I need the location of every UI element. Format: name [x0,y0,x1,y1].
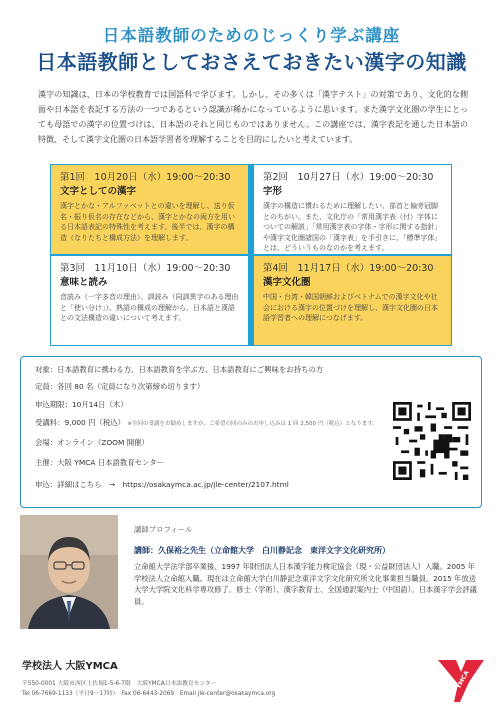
qr-code[interactable] [393,402,471,480]
session-1 [51,165,248,254]
speaker-name: 講師：久保裕之先生（立命館大学 白川静記念 東洋文字文化研究所） [134,546,390,555]
session-title: 文字としての漢字 [60,186,137,197]
session-date: 第2回 10月27日（水）19:00～20:30 [263,172,434,183]
speaker-photo [20,515,118,629]
info-box [20,356,482,508]
subtitle: 日本語教師のためのじっくり学ぶ講座 [102,26,401,45]
session-desc: 中国・台湾・韓国朝鮮およびベトナムでの漢字文化や社会における漢字の位置づけを理解し、漢字文化圏の日本語学習者への理解につなげます。 [263,293,438,322]
info-deadline: 申込期限：10月14日（木） [35,400,128,409]
session-date: 第4回 11月17日（水）19:00～20:30 [263,263,434,274]
session-date: 第1回 10月20日（水）19:00～20:30 [60,172,231,183]
info-apply-link[interactable]: 申込：詳細はこちら → https://osakaymca.ac.jp/jle-center/2107.html [35,480,289,489]
session-desc: 漢字の構造に慣れるために理解したい、部首と偏旁冠脚とのちがい。また、文化庁の「常用漢字表（付）字体についての解説」「常用漢字表の字体・字形に関する指針」や漢字文化圏諸国の「漢字表」を手引きに、「標準字体」とは、どういうものなのかを考えます。 [263,202,442,252]
info-fee: 受講料：9,000 円（税込） [35,418,126,427]
org-name: 学校法人 大阪YMCA [22,661,118,672]
ymca-logo-icon [436,654,486,704]
org-address: 〒550-0001 大阪市西区土佐堀1-5-6-7階 大阪YMCA日本語教育センター [22,681,217,687]
profile-section [20,515,482,635]
session-3 [51,256,248,345]
info-target: 対象：日本語教育に携わる方、日本語教育を学ぶ方、日本語教育にご興味をお持ちの方 [35,365,324,374]
info-fee-row [35,417,378,428]
info-venue: 会場：オンライン（ZOOM 開催） [35,438,149,447]
session-title: 漢字文化圏 [263,277,311,288]
profile-label: 講師プロフィール [134,525,193,534]
info-capacity: 定員：各回 80 名（定員になり次第締め切ります） [35,382,205,391]
session-desc: 音読み（一字多音の理由）、訓読み（同訓異字のある理由と「使い分け」）、熟語の構成の理解から、日本語と漢語との文法構造の違いについて考えます。 [60,293,239,322]
session-2 [254,165,451,254]
session-desc: 漢字とかな・アルファベットとの違いを理解し、送り仮名・振り仮名の存在などから、漢字とかなの両方を用いる日本語表記の特殊性を考えます。後半では、漢字の構造（なりたちと構成方法）を理解します。 [60,202,235,242]
info-organizer: 主催：大阪 YMCA 日本語教育センター [35,458,164,467]
page-title: 日本語教師としておさえておきたい漢字の知識 [36,50,467,74]
session-date: 第3回 11月10日（水）19:00～20:30 [60,263,231,274]
logo-text: YMCA [455,669,471,691]
intro-text: 漢字の知識は、日本の学校教育では国語科で学びます。しかし、その多くは「漢字テスト」の対策であり、文化的な側面や日本語を表記する方法の一つであるという認識が稀かになっているように思います。また漢字文化圏の学生にとっても母語での漢字の位置づけは、日本語のそれと同じものではありません。この講座では、漢字表記を通した日本語の特徴、そして漢字文化圏の日本語学習者を理解することを目的にしたいと考えています。 [38,90,468,144]
org-contact: Tel 06-7669-1133（平日9～17時） Fax 06-6443-2069 Email jle-center@osakaymca.org [22,691,276,697]
session-title: 意味と読み [60,277,108,288]
sessions-grid [50,164,452,346]
speaker-bio: 立命館大学法学部卒業後、1997 年財団法人日本漢字能力検定協会（現・公益財団法人）入職。2005 年学校法人立命館入職。現在は立命館大学白川静記念東洋文字文化研究所文化事業担当職員。2015 年放送大学大学院文化科学専攻修了。修士（学術）、漢字教育士、全国通訳案内士（中国語）。日本漢字学会評議員。 [134,562,477,606]
footer [0,640,503,710]
info-fee-note: ※全回の受講をお勧めしますが、ご希望の回のみのお申し込みは 1 回 2,500 円（税込）となります。 [127,421,378,427]
session-4 [254,256,451,345]
session-title: 字形 [263,186,283,197]
